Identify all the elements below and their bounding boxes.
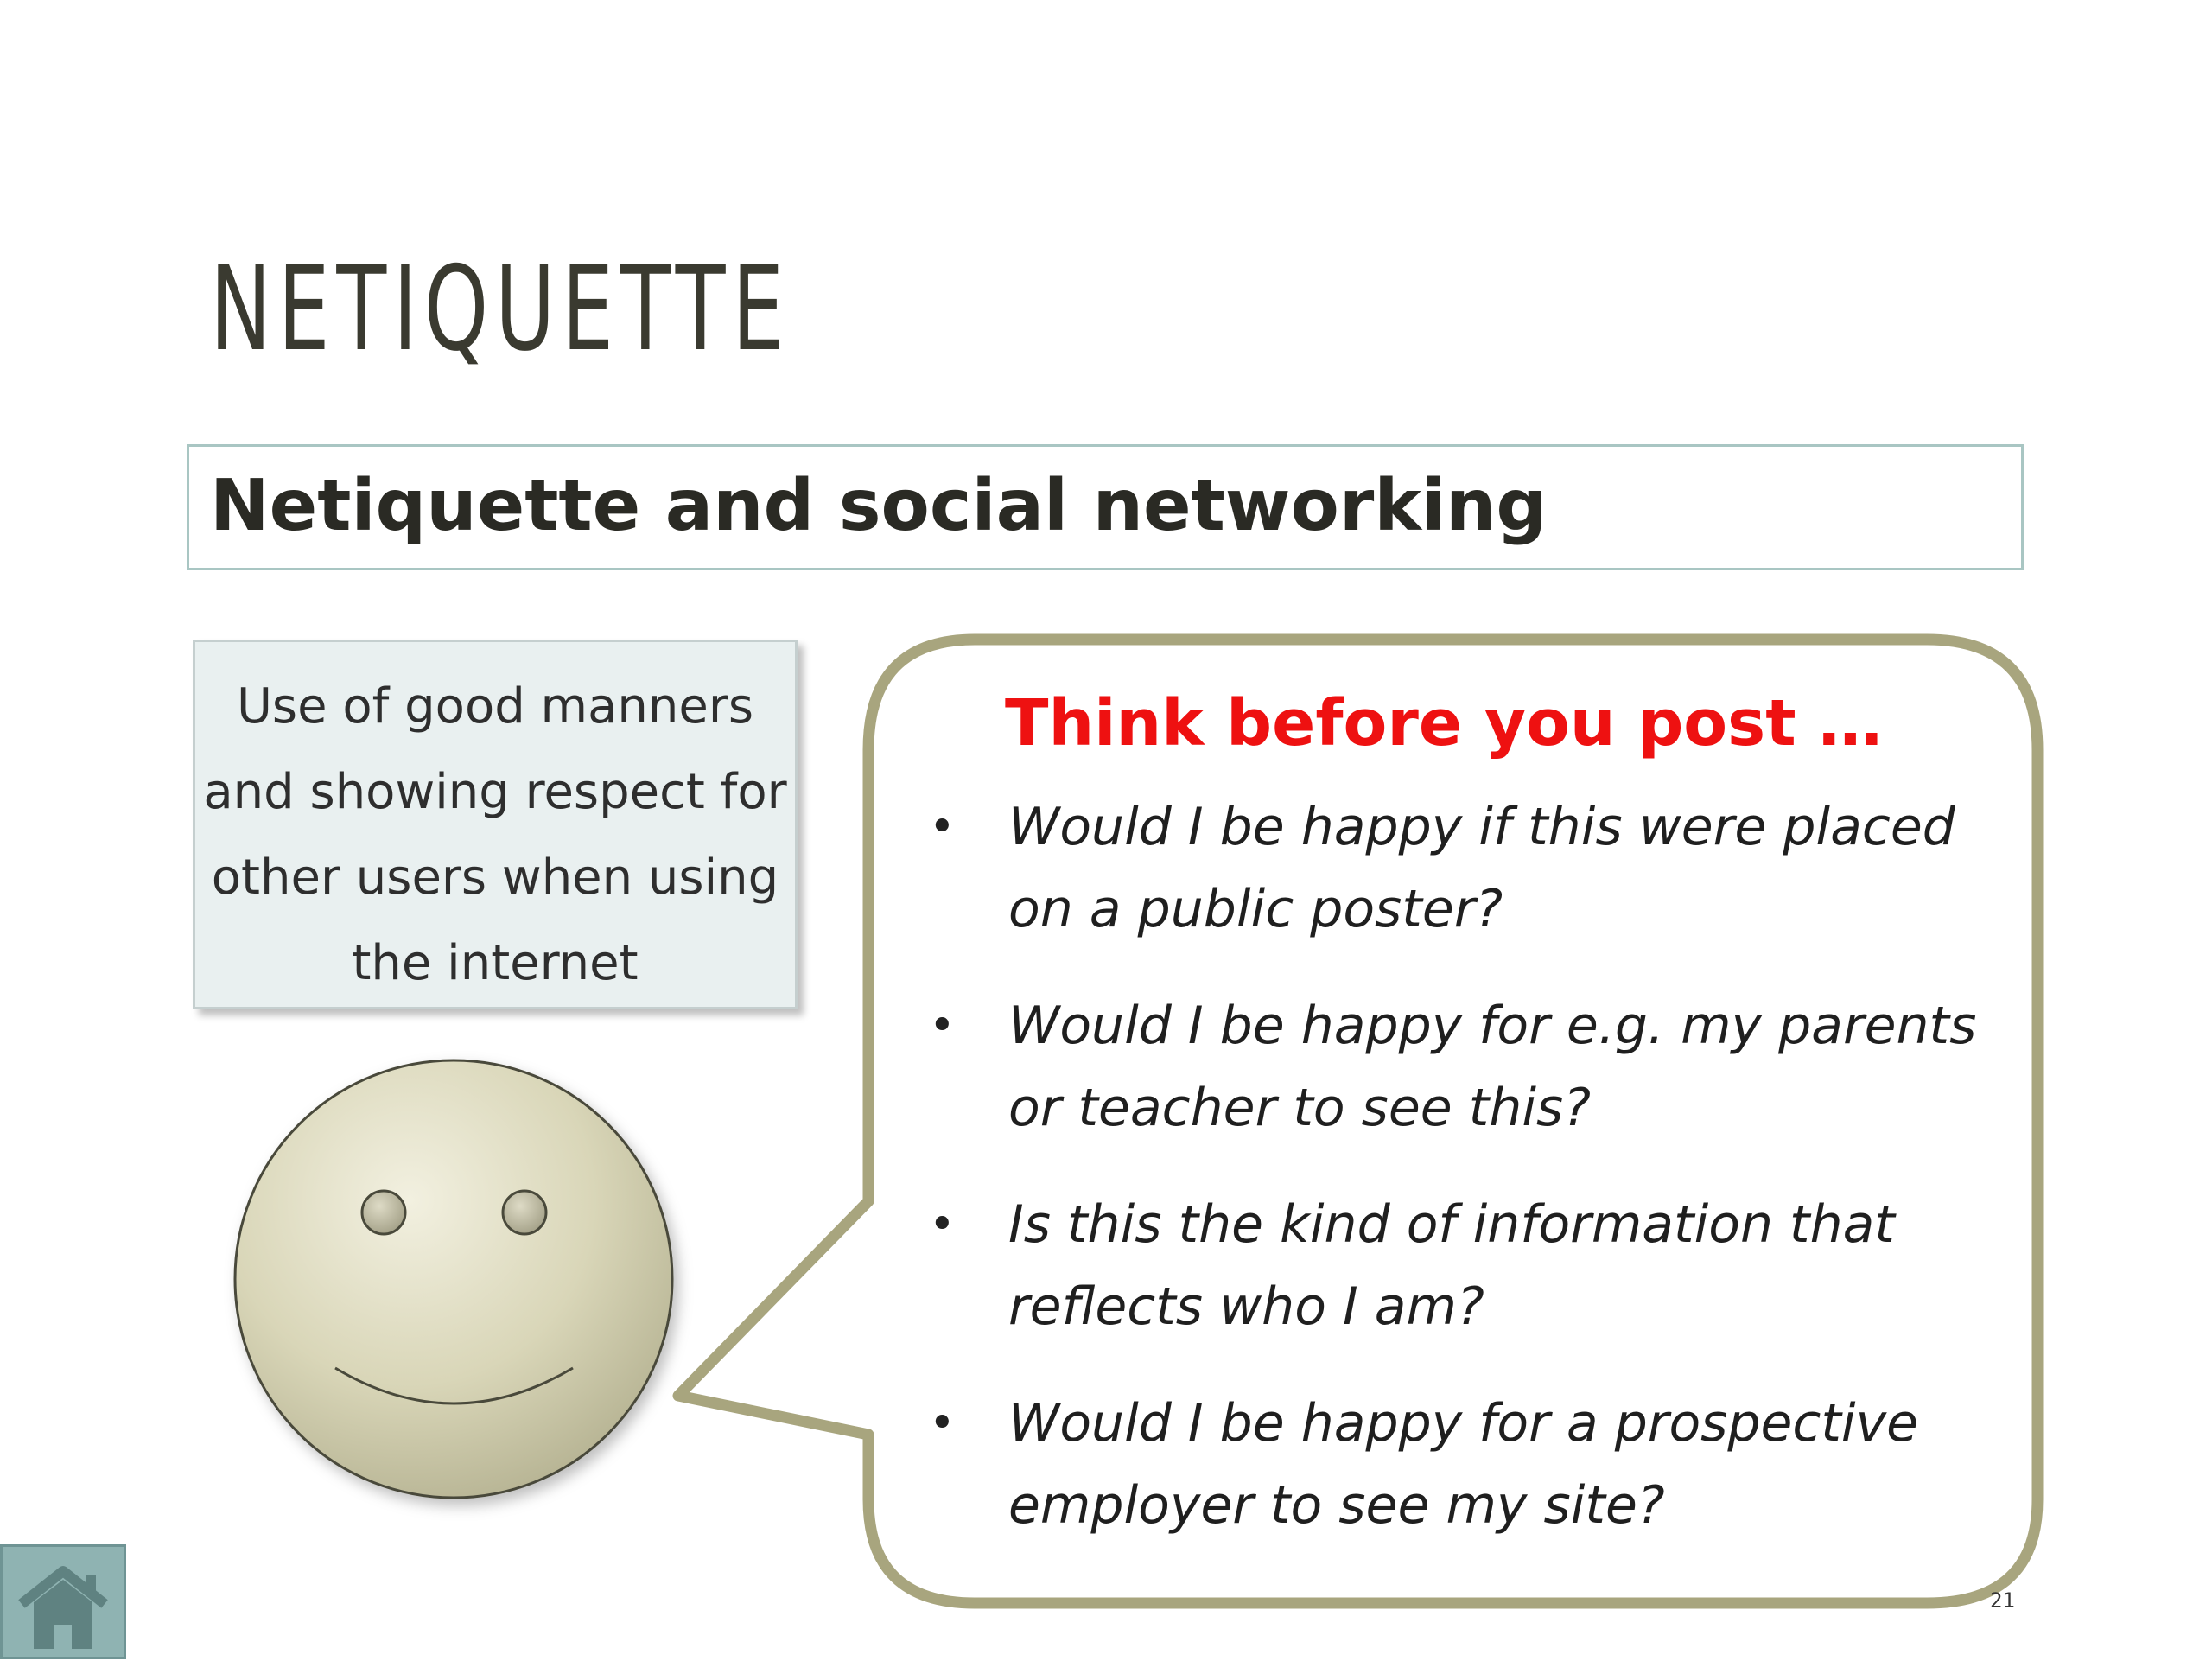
home-icon xyxy=(3,1547,124,1657)
right-eye-icon xyxy=(503,1191,546,1234)
bullet-text: Would I be happy if this were placed on a public poster? xyxy=(1008,797,1955,939)
page-number: 21 xyxy=(1990,1588,2015,1613)
home-button[interactable] xyxy=(0,1544,126,1659)
bubble-heading: Think before you post … xyxy=(1005,686,1883,760)
smiley-face-icon xyxy=(235,1060,672,1498)
bullet-text: Would I be happy for e.g. my parents or teacher to see this? xyxy=(1008,996,1977,1138)
bullet-dot-icon: • xyxy=(929,1397,956,1449)
subtitle: Netiquette and social networking xyxy=(210,465,1548,547)
bullet-text: Would I be happy for a prospective employer to see my site? xyxy=(1008,1393,1919,1536)
definition-text: Use of good manners and showing respect for other users when using the internet xyxy=(203,678,787,991)
bullet-dot-icon: • xyxy=(929,801,956,853)
slide-title: NETIQUETTE xyxy=(210,241,791,377)
bullet-text: Is this the kind of information that reflects who I am? xyxy=(1008,1194,1895,1337)
bullet-dot-icon: • xyxy=(929,1199,956,1251)
left-eye-icon xyxy=(362,1191,405,1234)
bullet-dot-icon: • xyxy=(929,1000,956,1052)
